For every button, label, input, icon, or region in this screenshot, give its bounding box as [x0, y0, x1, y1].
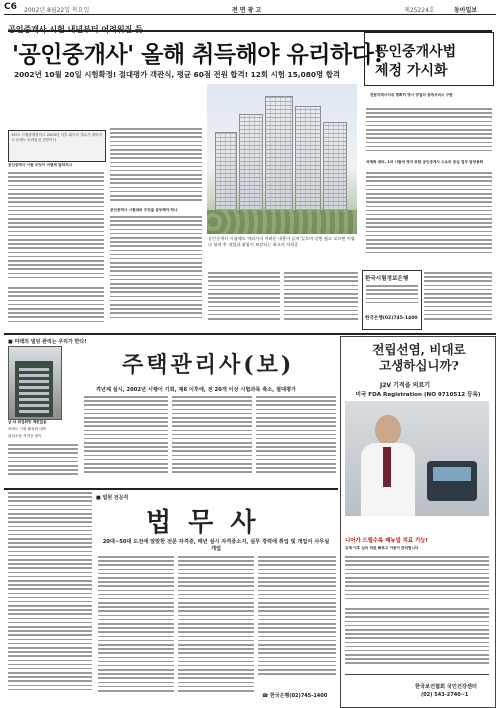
ad4-kicker: ■ 법원 전문직	[96, 495, 129, 501]
ad1-body-col-2a	[110, 128, 202, 206]
photo-caption-2: 아파트 시장 활성화 대비	[8, 427, 47, 431]
ad1-body-col-2b	[110, 216, 202, 328]
promo-brand: 한국시험정보은행	[365, 276, 409, 282]
ad3-headline-1: 전립선염, 비대로	[372, 342, 466, 357]
ad2-kicker: ■ 미래의 빌딩 관리는 우리가 한다!	[8, 339, 87, 345]
ad1-side-box	[364, 32, 494, 86]
issue-date: 2002년 8월22일 목요일	[24, 7, 90, 14]
promo-box	[362, 270, 422, 330]
ad3-footer	[345, 674, 489, 703]
ad4-body-col-4	[258, 556, 336, 686]
issue-number: 제25224호	[404, 7, 435, 14]
ad1-subhead: 2002년 10월 20일 시험확정! 절대평가 객관식, 평균 60점 전원 합격! 12회 시험 15,080명 합격	[14, 70, 340, 79]
intro-box	[8, 130, 106, 162]
ad1-body-col-1b	[8, 287, 104, 327]
ad3-registration: 미국 FDA Registration (NO 9710512 등록)	[355, 392, 481, 398]
ad3-body	[345, 556, 489, 606]
building-photo	[8, 346, 62, 420]
ad1-headline: '공인중개사' 올해 취득해야 유리하다!	[12, 41, 383, 68]
ad4-headline: 법 무 사	[146, 508, 260, 538]
ad3-footer-org: 한국보건협회 국민건강센터	[415, 684, 477, 690]
ad3-headline-2: 고생하십니까?	[379, 358, 459, 373]
ad1-col-heading-1: 공인중개사 시험 무엇이 어떻게 달라지나	[8, 163, 73, 167]
ad4-subhead: 20대~50대 도전에 알맞한 전문 자격증, 매년 실시 자격증소지, 실무 경력에 취업 및 개업이 사무실 개업	[102, 539, 330, 552]
intro-text: 1971 시행령개정하고 2003년 이후 회독의 갯수가 많아지고 문제도 어려워질 전망이다	[11, 133, 103, 142]
side-note: 국제화 대비, 1차 시험에 영어 포함 공인중개사 수요의 증심 업무 담당용화	[366, 160, 484, 164]
ad4-body-col-1	[8, 492, 92, 702]
ad3-feature-1: 니어가 드릴수록 매뉴얼 치료 기능!	[345, 538, 428, 544]
side-subhead: 전문자격사지위 명확히 명시 양질의 중개서비스 구현	[370, 93, 453, 97]
ad3-feature-2: 유세 이후 심의 따끔 빠르고 이용이 편리합니다	[345, 546, 419, 550]
ad2-body-col-1	[84, 396, 168, 482]
ad1-col-heading-2: 공인중개사 시험대비 무엇을 공부해야 하나	[110, 208, 178, 212]
side-title-1: 공인중개사법	[375, 44, 457, 60]
photo-caption-1: 남·녀 취업희망 제한없음	[8, 420, 47, 424]
ad2-body-col-3	[256, 396, 336, 482]
ad1-right-col-3	[424, 272, 492, 328]
newspaper-name: 동아일보	[454, 7, 478, 14]
ad4-body-col-2	[98, 556, 174, 702]
divider	[4, 333, 496, 335]
ad2-body-col-2	[172, 396, 252, 482]
ad4-body-col-3	[178, 556, 254, 702]
ad2-headline: 주택관리사(보)	[122, 352, 295, 378]
ad1-image-caption: 공인중개사 시험에도 여러가지 어려운 내용이 들어 있으며 알면 쉽고 모르면 어렵다 합격 후 개업과 취업이 보장되는 최고의 자격증	[208, 236, 355, 247]
ad1-right-col-1	[366, 108, 492, 158]
ad1-right-col-2	[366, 172, 492, 264]
ad2-subhead: 격년제 실시, 2002년 시행이 기회, 제6 이후에, 전 20개 이상 시험과목 축소, 절대평가	[95, 387, 297, 393]
ad3-product: J2V 기적을 의료기	[380, 382, 431, 389]
side-title-2: 제정 가시화	[375, 63, 448, 79]
ad3-footer-phone: (02) 543-2740~1	[421, 692, 469, 698]
divider	[4, 488, 338, 490]
ad4-footer-phone: ☎ 한국은행(02)745-1400	[262, 693, 328, 699]
ad1-body-col-3	[208, 272, 280, 328]
photo-caption-3: 관리소장 자격증 취득	[8, 434, 42, 438]
doctor-with-device-image	[345, 401, 489, 516]
ad1-body-col-1	[8, 172, 104, 284]
ad3-body-2	[345, 608, 489, 670]
ad2-body-col-0	[8, 444, 78, 482]
page-header	[4, 3, 496, 15]
ad1-body-col-4	[284, 272, 358, 328]
page-number: C6	[4, 2, 17, 12]
promo-phone: 한국은행(02)745-1400	[365, 316, 418, 321]
apartment-buildings-image	[207, 84, 357, 234]
section-label: 전면광고	[232, 7, 264, 14]
